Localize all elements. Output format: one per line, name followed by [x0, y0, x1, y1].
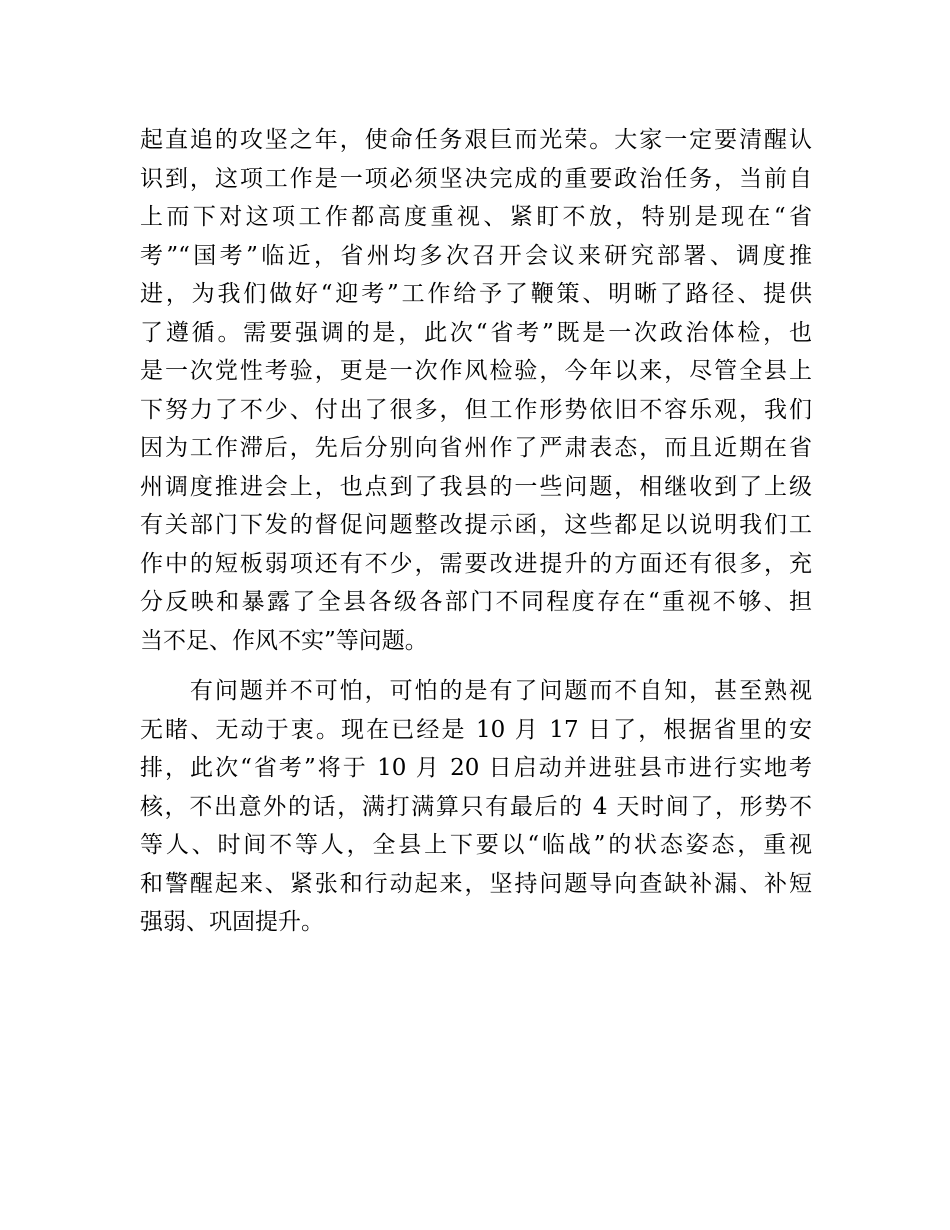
paragraph-1	[140, 121, 812, 660]
text-line: 下努力了不少、付出了很多，但工作形势依旧不容乐观，我们	[140, 396, 812, 423]
text-line: 分反映和暴露了全县各级各部门不同程度存在“重视不够、担	[140, 589, 812, 615]
text-line: 作中的短板弱项还有不少，需要改进提升的方面还有很多，充	[140, 550, 812, 577]
text-line: 州调度推进会上，也点到了我县的一些问题，相继收到了上级	[140, 473, 812, 500]
text-line: 排，此次“省考”将于 10 月 20 日启动并进驻县市进行实地考	[140, 755, 812, 781]
text-line: 起直追的攻坚之年，使命任务艰巨而光荣。大家一定要清醒认	[140, 127, 812, 153]
text-line: 当不足、作风不实”等问题。	[140, 627, 428, 654]
text-line: 有问题并不可怕，可怕的是有了问题而不自知，甚至熟视	[140, 678, 812, 704]
text-line: 有关部门下发的督促问题整改提示函，这些都足以说明我们工	[140, 512, 812, 538]
text-line: 核，不出意外的话，满打满算只有最后的 4 天时间了，形势不	[140, 793, 812, 820]
text-line: 强弱、巩固提升。	[140, 909, 324, 935]
document-body	[140, 121, 812, 942]
text-line: 和警醒起来、紧张和行动起来，坚持问题导向查缺补漏、补短	[140, 870, 812, 897]
text-line: 无睹、无动于衷。现在已经是 10 月 17 日了，根据省里的安	[140, 716, 812, 743]
paragraph-2	[140, 672, 812, 942]
text-line: 等人、时间不等人，全县上下要以“临战”的状态姿态，重视	[140, 832, 812, 858]
text-line: 是一次党性考验，更是一次作风检验，今年以来，尽管全县上	[140, 358, 812, 384]
text-line: 进，为我们做好“迎考”工作给予了鞭策、明晰了路径、提供	[140, 281, 812, 307]
paragraph-gap	[140, 660, 812, 672]
text-line: 考”“国考”临近，省州均多次召开会议来研究部署、调度推	[140, 242, 812, 269]
text-line: 识到，这项工作是一项必须坚决完成的重要政治任务，当前自	[140, 165, 812, 192]
text-line: 因为工作滞后，先后分别向省州作了严肃表态，而且近期在省	[140, 435, 812, 461]
text-line: 了遵循。需要强调的是，此次“省考”既是一次政治体检，也	[140, 319, 812, 346]
text-line: 上而下对这项工作都高度重视、紧盯不放，特别是现在“省	[140, 204, 812, 230]
